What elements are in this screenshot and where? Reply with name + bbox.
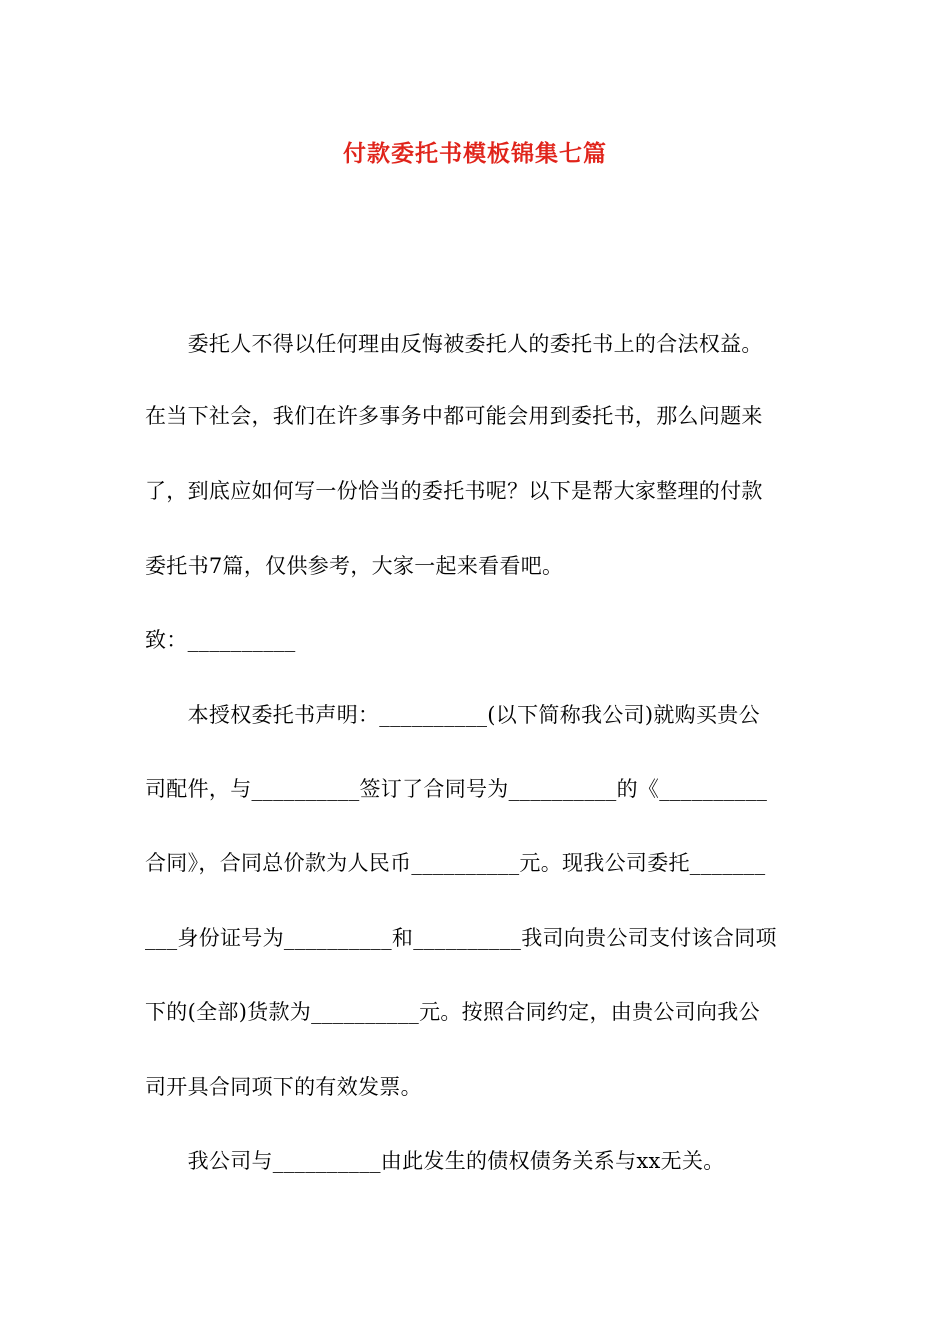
paragraph-line-8: 合同》，合同总价款为人民币__________元。现我公司委托_______ <box>145 851 766 875</box>
paragraph-line-10: 下的(全部)货款为__________元。按照合同约定，由贵公司向我公 <box>145 1000 760 1024</box>
paragraph-line-2: 在当下社会，我们在许多事务中都可能会用到委托书，那么问题来 <box>145 404 763 428</box>
paragraph-line-7: 司配件，与__________签订了合同号为__________的《__________ <box>145 777 768 801</box>
salutation-line: 致：__________ <box>145 628 296 652</box>
paragraph-line-4: 委托书7篇，仅供参考，大家一起来看看吧。 <box>145 554 564 578</box>
document-title: 付款委托书模板锦集七篇 <box>343 140 607 167</box>
paragraph-line-1: 委托人不得以任何理由反悔被委托人的委托书上的合法权益。 <box>145 332 763 356</box>
paragraph-line-11: 司开具合同项下的有效发票。 <box>145 1075 422 1099</box>
paragraph-line-6: 本授权委托书声明：__________(以下简称我公司)就购买贵公 <box>145 703 760 727</box>
paragraph-line-3: 了，到底应如何写一份恰当的委托书呢？以下是帮大家整理的付款 <box>145 479 763 503</box>
paragraph-line-9: ___身份证号为__________和__________我司向贵公司支付该合同项 <box>145 926 777 950</box>
paragraph-line-12: 我公司与__________由此发生的债权债务关系与xx无关。 <box>145 1149 725 1173</box>
